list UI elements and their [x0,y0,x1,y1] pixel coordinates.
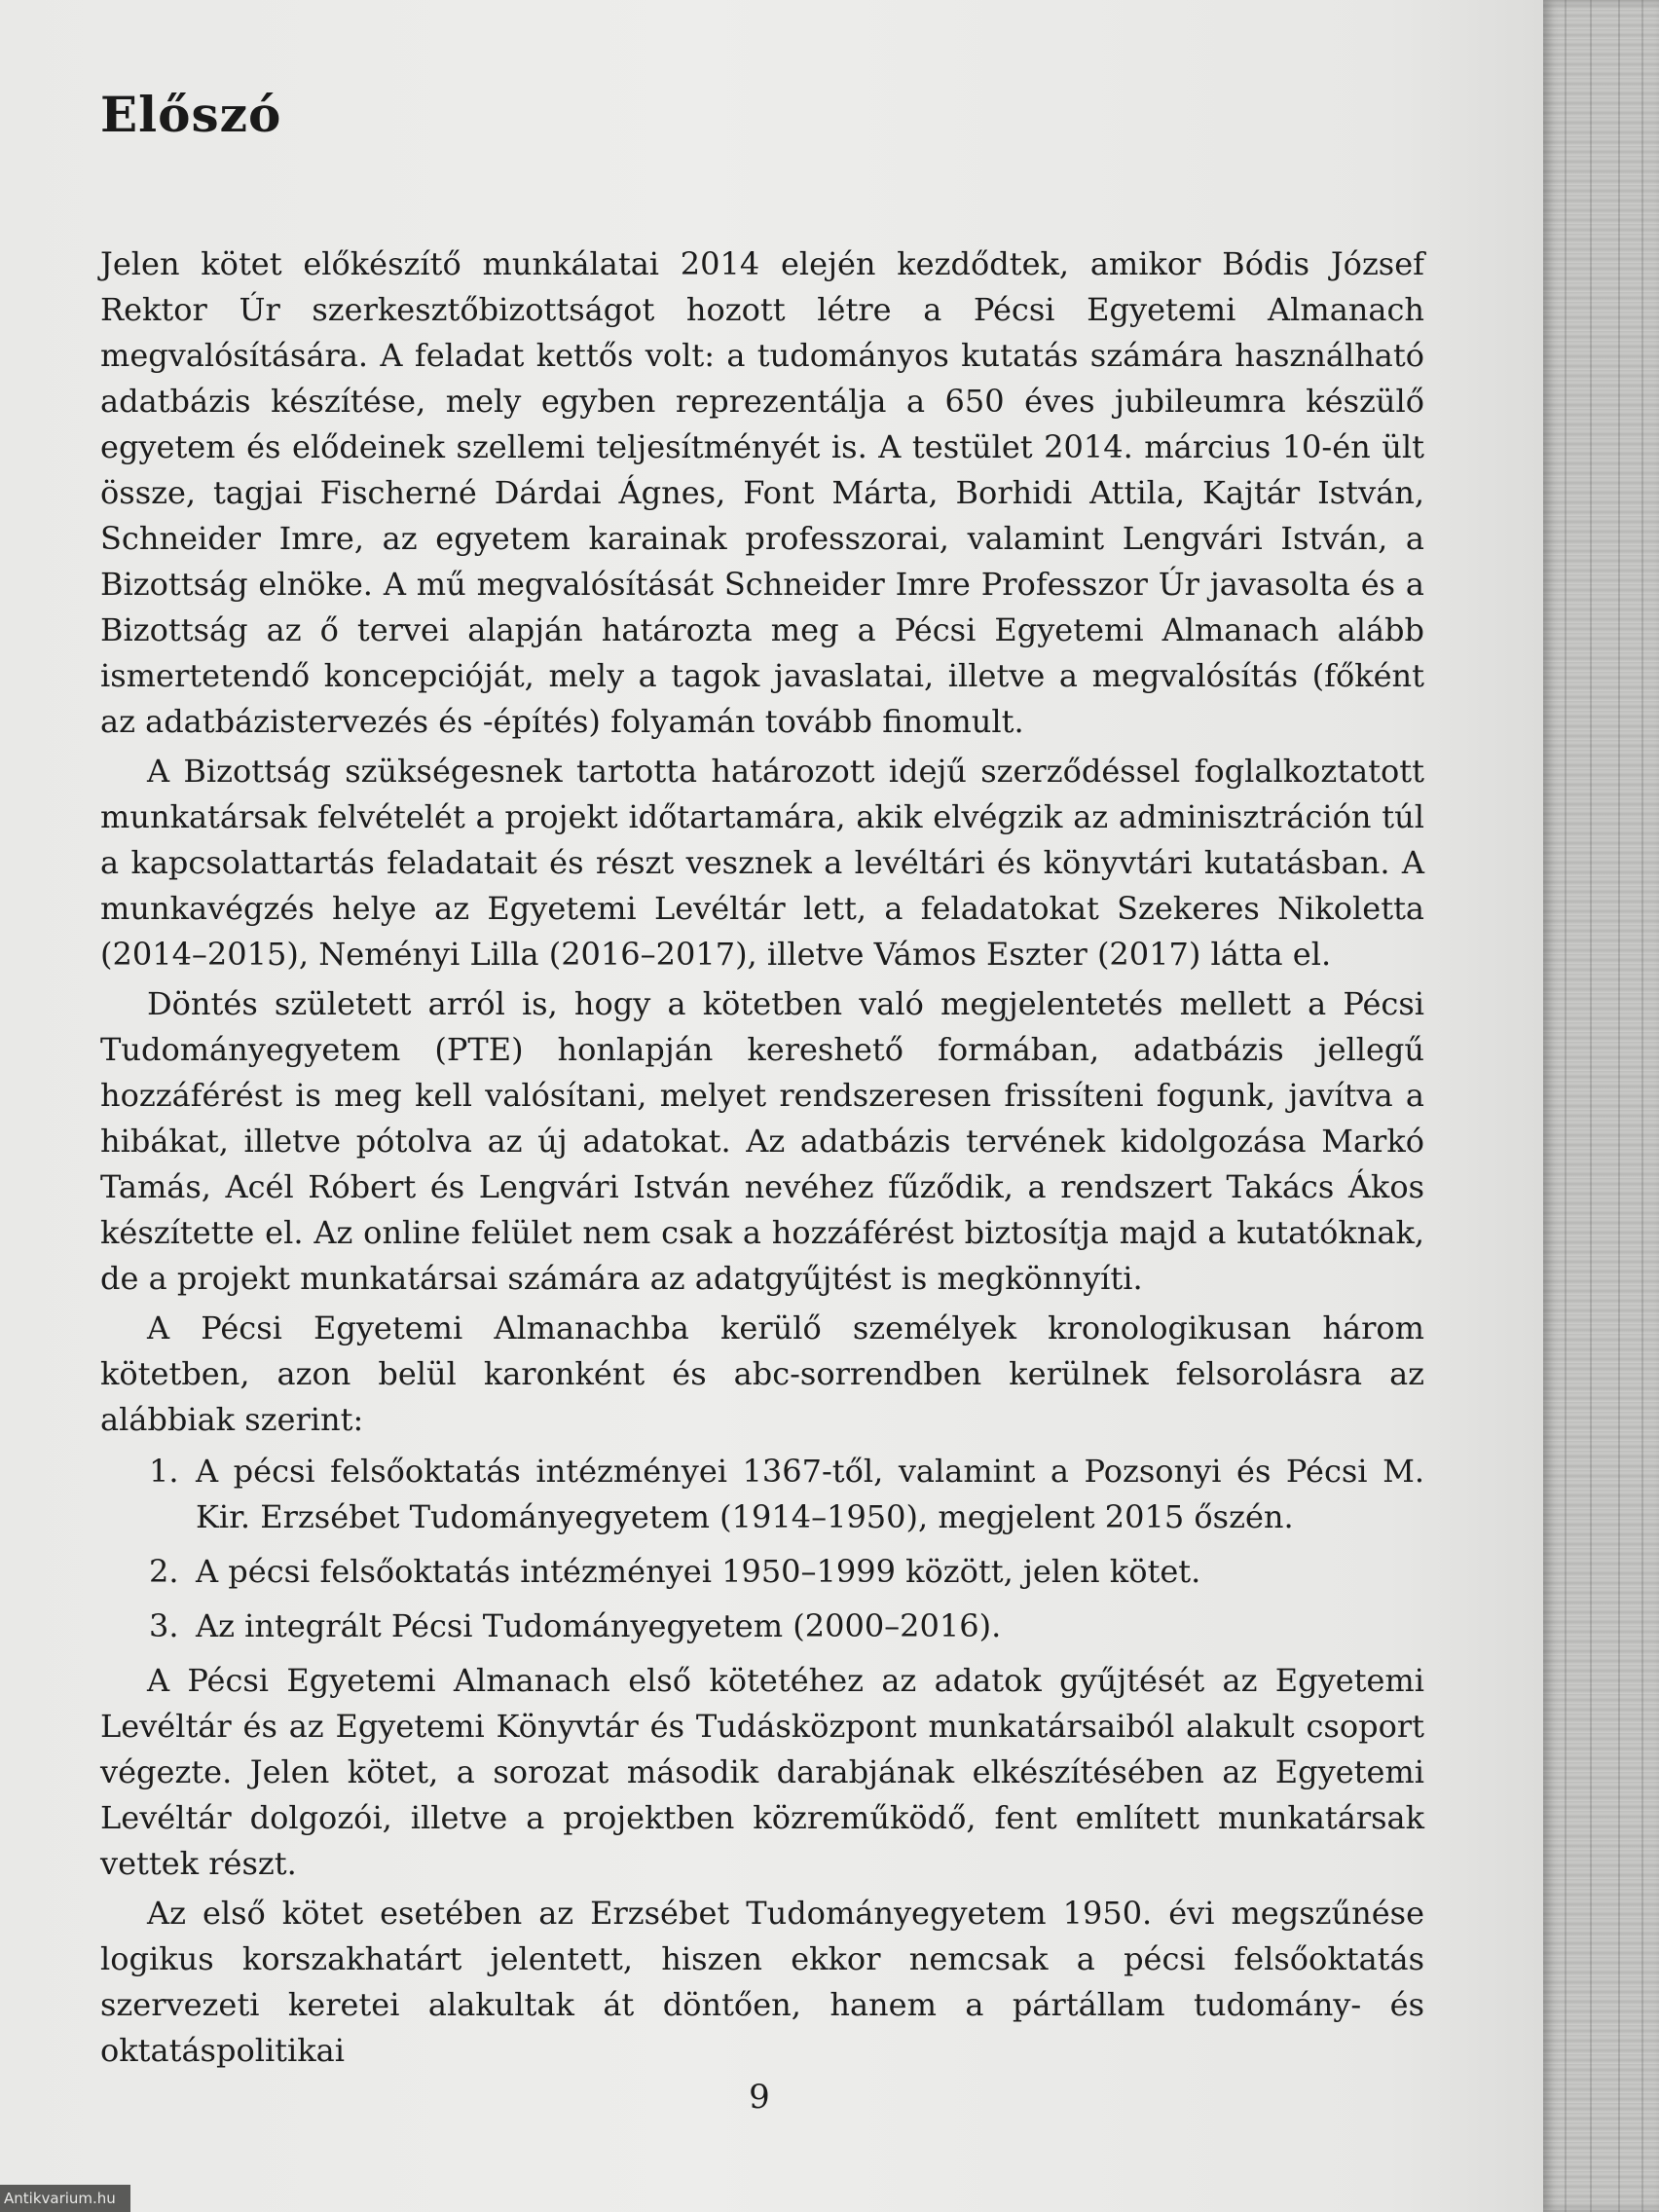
paragraph: Döntés született arról is, hogy a kötetben való megjelentetés mellett a Pécsi Tudományegyetem (PTE) honlapján kereshető formában, adatbázis jellegű hozzáférést is meg kell valósítani, melyet rendszeresen frissíteni fogunk, javítva a hibákat, illetve pótolva az új adatokat. Az adatbázis tervének kidolgozása Markó Tamás, Acél Róbert és Lengvári István nevéhez fűződik, a rendszert Takács Ákos készítette el. Az online felület nem csak a hozzáférést biztosítja majd a kutatóknak, de a projekt munkatársai számára az adatgyűjtést is megkönnyíti. [100,985,1424,1297]
list-number: 3. [149,1607,179,1644]
list-text: A pécsi felsőoktatás intézményei 1950–1999 között, jelen kötet. [196,1553,1201,1590]
list-text: Az integrált Pécsi Tudományegyetem (2000–2016). [196,1607,1002,1644]
list-item [100,1604,1424,1649]
paragraph: A Bizottság szükségesnek tartotta határozott idejű szerződéssel foglalkoztatott munkatársak felvételét a projekt időtartamára, akik elvégzik az adminisztráción túl a kapcsolattartás feladatait és részt vesznek a levéltári és könyvtári kutatásban. A munkavégzés helye az Egyetemi Levéltár lett, a feladatokat Szekeres Nikoletta (2014–2015), Neményi Lilla (2016–2017), illetve Vámos Eszter (2017) látta el. [100,753,1424,973]
list-item [100,1449,1424,1540]
list-text: A pécsi felsőoktatás intézményei 1367-től, valamint a Pozsonyi és Pécsi M. Kir. Erzsébet Tudományegyetem (1914–1950), megjelent 2015 őszén. [196,1453,1424,1535]
list-item [100,1549,1424,1595]
list-number: 2. [149,1553,179,1590]
paragraph: Az első kötet esetében az Erzsébet Tudományegyetem 1950. évi megszűnése logikus korszakhatárt jelentett, hiszen ekkor nemcsak a pécsi felsőoktatás szervezeti keretei alakultak át döntően, hanem a pártállam tudomány- és oktatáspolitikai [100,1895,1424,2069]
paragraph: Jelen kötet előkészítő munkálatai 2014 elején kezdődtek, amikor Bódis József Rektor Úr szerkesztőbizottságot hozott létre a Pécsi Egyetemi Almanach megvalósítására. A feladat kettős volt: a tudományos kutatás számára használható adatbázis készítése, mely egyben reprezentálja a 650 éves jubileumra készülő egyetem és elődeinek szellemi teljesítményét is. A testület 2014. március 10-én ült össze, tagjai Fischerné Dárdai Ágnes, Font Márta, Borhidi Attila, Kajtár István, Schneider Imre, az egyetem karainak professzorai, valamint Lengvári István, a Bizottság elnöke. A mű megvalósítását Schneider Imre Professzor Úr javasolta és a Bizottság az ő tervei alapján határozta meg a Pécsi Egyetemi Almanach alább ismertetendő koncepcióját, mely a tagok javaslatai, illetve a megvalósítás (főként az adatbázistervezés és -építés) folyamán tovább finomult. [100,245,1424,740]
page-title: Előszó [100,86,282,143]
paragraph: A Pécsi Egyetemi Almanachba kerülő személyek kronologikusan három kötetben, azon belül karonként és abc-sorrendben kerülnek felsorolásra az alábbiak szerint: [100,1309,1424,1438]
list-number: 1. [149,1453,179,1490]
page-number: 9 [749,2078,770,2117]
watermark: Antikvarium.hu [0,2185,130,2212]
paragraph: A Pécsi Egyetemi Almanach első kötetéhez az adatok gyűjtését az Egyetemi Levéltár és az Egyetemi Könyvtár és Tudásközpont munkatársaiból alakult csoport végezte. Jelen kötet, a sorozat második darabjának elkészítésében az Egyetemi Levéltár dolgozói, illetve a projektben közreműködő, fent említett munkatársak vettek részt. [100,1662,1424,1882]
volume-list [100,1449,1424,1649]
book-spine [1543,0,1659,2212]
body-text [100,241,1424,2074]
